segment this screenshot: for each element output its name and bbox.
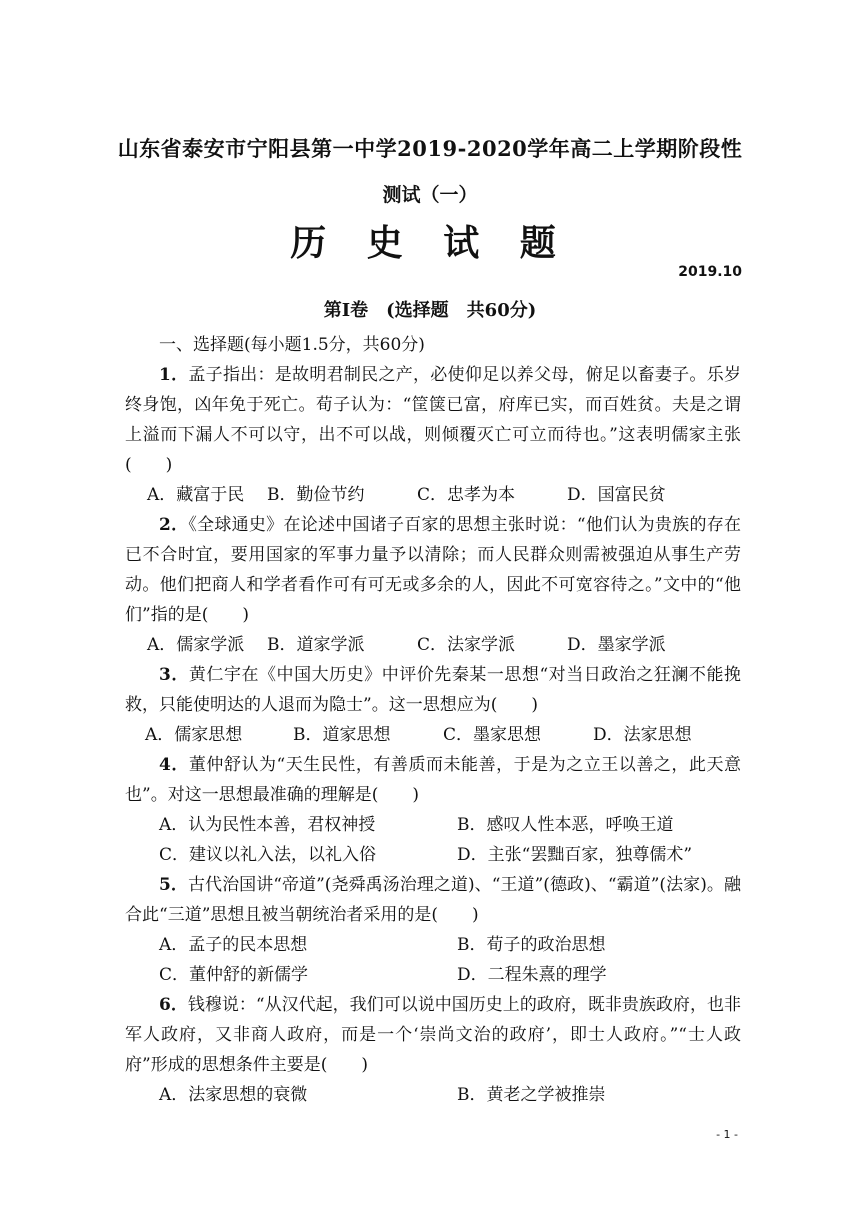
question-text: 钱穆说：“从汉代起，我们可以说中国历史上的政府，既非贵族政府，也非军人政府，又非商人政府，而是一个‘崇尚文治的政府’，即士人政府。”“士人政府”形成的思想条件主要是( ) bbox=[125, 995, 741, 1075]
question-3-options bbox=[125, 720, 741, 750]
question-2 bbox=[125, 510, 741, 630]
option-a: A．孟子的民本思想 bbox=[159, 935, 308, 955]
question-list bbox=[125, 330, 741, 1110]
page-number: - 1 - bbox=[716, 1128, 738, 1141]
option-c: C．董仲舒的新儒学 bbox=[159, 965, 309, 985]
section-heading: 一、选择题(每小题1.5分，共60分) bbox=[159, 335, 425, 355]
option-a: A．藏富于民 bbox=[147, 485, 245, 505]
question-6-options-row1 bbox=[125, 1080, 741, 1110]
option-d: D．国富民贫 bbox=[567, 485, 666, 505]
question-number: 5． bbox=[159, 875, 188, 895]
option-d: D．法家思想 bbox=[593, 725, 692, 745]
question-4-options-row1 bbox=[125, 810, 741, 840]
question-text: 《全球通史》在论述中国诸子百家的思想主张时说：“他们认为贵族的存在已不合时宜，要用国家的军事力量予以清除；而人民群众则需被强迫从事生产劳动。他们把商人和学者看作可有可无或多余的人，因此不可宽容待之。”文中的“他们”指的是( ) bbox=[125, 515, 741, 625]
question-number: 3． bbox=[159, 665, 189, 685]
option-a: A．儒家思想 bbox=[145, 725, 243, 745]
option-c: C．建议以礼入法，以礼入俗 bbox=[159, 845, 377, 865]
question-4 bbox=[125, 750, 741, 810]
option-c: C．墨家思想 bbox=[443, 725, 542, 745]
option-b: B．荀子的政治思想 bbox=[457, 935, 606, 955]
question-1-options bbox=[125, 480, 741, 510]
question-5-options-row1 bbox=[125, 930, 741, 960]
option-c: C．法家学派 bbox=[417, 635, 516, 655]
question-5 bbox=[125, 870, 741, 930]
option-b: B．黄老之学被推崇 bbox=[457, 1085, 606, 1105]
option-b: B．勤俭节约 bbox=[267, 485, 365, 505]
question-text: 孟子指出：是故明君制民之产，必使仰足以养父母，俯足以畜妻子。乐岁终身饱，凶年免于死亡。荀子认为：“筐箧已富，府库已实，而百姓贫。夫是之谓上溢而下漏人不可以守，出不可以战，则倾覆灭亡可立而待也。”这表明儒家主张( ) bbox=[125, 365, 741, 475]
exam-title-line2: 测试（一） bbox=[382, 184, 478, 206]
option-d: D．主张“罢黜百家，独尊儒术” bbox=[457, 845, 693, 865]
option-d: D．二程朱熹的理学 bbox=[457, 965, 607, 985]
question-text: 古代治国讲“帝道”(尧舜禹汤治理之道)、“王道”(德政)、“霸道”(法家)。融合此“三道”思想且被当朝统治者采用的是( ) bbox=[125, 875, 741, 925]
question-2-options bbox=[125, 630, 741, 660]
question-number: 1． bbox=[159, 365, 189, 385]
question-4-options-row2 bbox=[125, 840, 741, 870]
option-a: A．认为民性本善，君权神授 bbox=[159, 815, 376, 835]
question-text: 董仲舒认为“天生民性，有善质而未能善，于是为之立王以善之，此天意也”。对这一思想最准确的理解是( ) bbox=[125, 755, 741, 805]
option-b: B．感叹人性本恶，呼唤王道 bbox=[457, 815, 674, 835]
question-number: 6． bbox=[159, 995, 188, 1015]
exam-date: 2019.10 bbox=[678, 264, 742, 280]
question-3 bbox=[125, 660, 741, 720]
question-5-options-row2 bbox=[125, 960, 741, 990]
option-b: B．道家学派 bbox=[267, 635, 365, 655]
option-c: C．忠孝为本 bbox=[417, 485, 516, 505]
part-heading: 第Ⅰ卷 (选择题 共60分) bbox=[323, 300, 537, 321]
question-1 bbox=[125, 360, 741, 480]
option-d: D．墨家学派 bbox=[567, 635, 666, 655]
option-b: B．道家思想 bbox=[293, 725, 391, 745]
exam-title-line1: 山东省泰安市宁阳县第一中学2019-2020学年高二上学期阶段性 bbox=[117, 136, 743, 161]
option-a: A．法家思想的衰微 bbox=[159, 1085, 308, 1105]
question-6 bbox=[125, 990, 741, 1080]
subject-title: 历 史 试 题 bbox=[290, 222, 570, 264]
question-number: 4． bbox=[159, 755, 189, 775]
question-number: 2． bbox=[159, 515, 189, 535]
option-a: A．儒家学派 bbox=[147, 635, 245, 655]
question-text: 黄仁宇在《中国大历史》中评价先秦某一思想“对当日政治之狂澜不能挽救，只能使明达的人退而为隐士”。这一思想应为( ) bbox=[125, 665, 741, 715]
